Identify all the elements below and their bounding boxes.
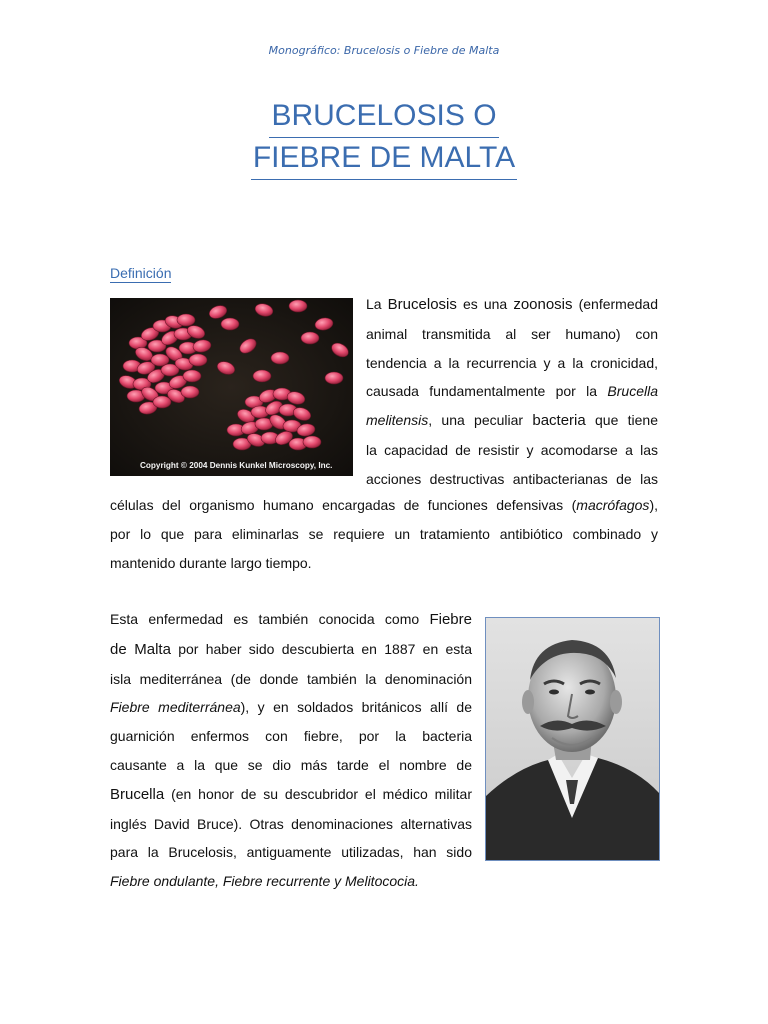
paragraph-definition-bottom <box>110 491 658 577</box>
paragraph-malta-fever <box>110 605 472 896</box>
paragraph-line: tendencia a la recurrencia y a la cronicidad, <box>366 354 658 371</box>
paragraph-line: causante a la que se dio más tarde el nombre de <box>110 756 472 773</box>
micrograph-copyright-caption: Copyright © 2004 Dennis Kunkel Microscopy, Inc. <box>140 461 333 470</box>
paragraph-line: células del organismo humano encargadas de funciones defensivas (macrófagos), <box>110 497 658 513</box>
paragraph-line: de Malta por haber sido descubierta en 1887 en esta <box>110 640 472 658</box>
paragraph-line: por lo que para eliminarlas se requiere un tratamiento antibiótico combinado y <box>110 525 658 542</box>
paragraph-line: Brucella (en honor de su descubridor el médico militar <box>110 785 472 803</box>
paragraph-line: acciones destructivas antibacterianas de las <box>366 470 658 487</box>
paragraph-line: Esta enfermedad es también conocida como Fiebre <box>110 611 472 628</box>
bacteria-micrograph-image <box>110 298 353 476</box>
paragraph-line: Fiebre mediterránea), y en soldados británicos allí de <box>110 699 472 716</box>
paragraph-line: inglés David Bruce). Otras denominaciones alternativas <box>110 815 472 832</box>
title-line-2: FIEBRE DE MALTA <box>251 138 517 180</box>
paragraph-line: para la Brucelosis, antiguamente utilizadas, han sido <box>110 844 472 861</box>
paragraph-line: guarnición enfermos con fiebre, por la bacteria <box>110 728 472 745</box>
paragraph-line: animal transmitida al ser humano) con <box>366 325 658 342</box>
title-line-1: BRUCELOSIS O <box>269 96 498 138</box>
paragraph-line: melitensis, una peculiar bacteria que tiene <box>366 412 658 430</box>
paragraph-line: isla mediterránea (de donde también la denominación <box>110 670 472 687</box>
paragraph-definition-top <box>366 290 658 494</box>
section-heading-definicion: Definición <box>110 265 172 281</box>
paragraph-line: mantenido durante largo tiempo. <box>110 554 312 571</box>
page-title <box>0 96 768 180</box>
paragraph-line: La Brucelosis es una zoonosis (enfermedad <box>366 296 658 313</box>
paragraph-line: causada fundamentalmente por la Brucella <box>366 383 658 400</box>
david-bruce-portrait-image <box>485 617 660 861</box>
running-header: Monográfico: Brucelosis o Fiebre de Malta <box>268 44 500 57</box>
paragraph-line: Fiebre ondulante, Fiebre recurrente y Melitococia. <box>110 873 419 890</box>
paragraph-line: la capacidad de resistir y acomodarse a las <box>366 441 658 458</box>
